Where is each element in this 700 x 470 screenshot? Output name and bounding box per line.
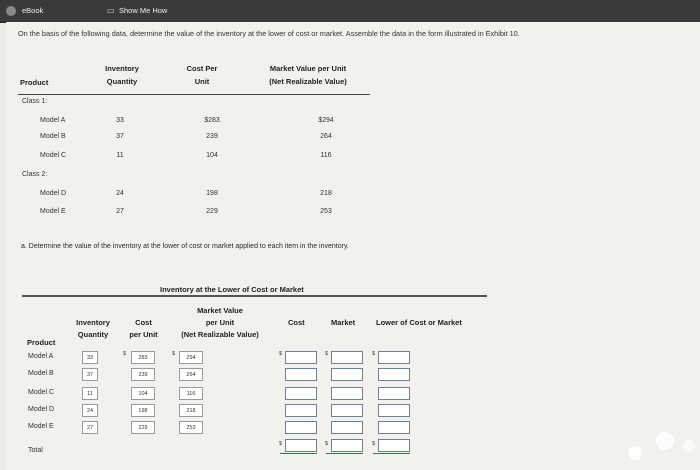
total-market-underline bbox=[326, 453, 363, 454]
part-a-market-line1: Market Value bbox=[197, 306, 243, 315]
given-row-qty: 27 bbox=[116, 208, 124, 215]
header-rule bbox=[18, 94, 370, 95]
part-a-cost-dollar: $ bbox=[123, 351, 127, 357]
part-a-market-input[interactable] bbox=[331, 421, 363, 434]
given-row-market: 253 bbox=[320, 208, 332, 215]
part-a-row-qty: 37 bbox=[82, 368, 98, 381]
part-a-row-cost: 229 bbox=[131, 421, 155, 434]
app-icon bbox=[6, 6, 16, 16]
total-cost-dollar: $ bbox=[279, 441, 283, 447]
part-a-row-market: 294 bbox=[179, 351, 203, 364]
part-a-header-lcm-col: Lower of Cost or Market bbox=[376, 318, 462, 327]
part-a-market-line2: per Unit bbox=[205, 318, 235, 327]
part-a-lcm-input[interactable] bbox=[378, 404, 410, 417]
part-a-header-market-value bbox=[168, 306, 272, 339]
part-a-prompt: a. Determine the value of the inventory at the lower of cost or market applied to each item in the inventory. bbox=[21, 243, 349, 250]
class2-label: Class 2: bbox=[22, 171, 48, 178]
part-a-market-line3: (Net Realizable Value) bbox=[181, 330, 259, 339]
class1-label: Class 1: bbox=[22, 98, 48, 105]
part-a-row-model: Model E bbox=[28, 423, 54, 430]
total-market-input[interactable] bbox=[331, 439, 363, 452]
given-row-qty: 11 bbox=[116, 152, 124, 159]
top-bar bbox=[0, 0, 700, 23]
part-a-row-qty: 33 bbox=[82, 351, 98, 364]
given-row-market: 264 bbox=[320, 133, 332, 140]
part-a-lcm-input[interactable] bbox=[378, 387, 410, 400]
col-header-inventory-line1: Inventory bbox=[105, 64, 139, 73]
col-header-cost-line2: Unit bbox=[194, 77, 210, 86]
total-lcm-input[interactable] bbox=[378, 439, 410, 452]
part-a-cost-input[interactable] bbox=[285, 351, 317, 364]
given-row-model: Model E bbox=[40, 208, 66, 215]
given-row-cost: 229 bbox=[206, 208, 218, 215]
given-row-market: 218 bbox=[320, 190, 332, 197]
given-row-market: 116 bbox=[320, 152, 332, 159]
given-row-market: $294 bbox=[318, 117, 334, 124]
glare-spot bbox=[683, 440, 695, 452]
part-a-header-inventory bbox=[68, 318, 118, 339]
given-row-model: Model A bbox=[40, 117, 66, 124]
part-a-row-cost: 283 bbox=[131, 351, 155, 364]
col-header-market-line1: Market Value per Unit bbox=[269, 64, 347, 73]
part-a-title: Inventory at the Lower of Cost or Market bbox=[160, 285, 304, 294]
given-row-cost: 239 bbox=[206, 133, 218, 140]
part-a-row-model: Model C bbox=[28, 389, 55, 396]
col-header-inventory bbox=[97, 64, 147, 86]
part-a-row-qty: 11 bbox=[82, 387, 98, 400]
glare-spot bbox=[628, 446, 642, 460]
given-row-cost: $283 bbox=[204, 117, 220, 124]
total-cost-underline bbox=[280, 453, 317, 454]
col-header-market-line2: (Net Realizable Value) bbox=[269, 77, 347, 86]
part-a-row-market: 264 bbox=[179, 368, 203, 381]
part-a-top-rule bbox=[22, 295, 487, 297]
col-header-market-value bbox=[252, 64, 364, 86]
total-lcm-dollar: $ bbox=[372, 441, 376, 447]
part-a-cost-line1: Cost bbox=[135, 318, 152, 327]
part-a-row-market: 218 bbox=[179, 404, 203, 417]
total-cost-input[interactable] bbox=[285, 439, 317, 452]
part-a-row-cost: 198 bbox=[131, 404, 155, 417]
total-label: Total bbox=[28, 447, 43, 454]
part-a-row-qty: 27 bbox=[82, 421, 98, 434]
part-a-lcm-input[interactable] bbox=[378, 351, 410, 364]
part-a-header-market-col: Market bbox=[331, 318, 356, 327]
part-a-market-input[interactable] bbox=[331, 368, 363, 381]
given-row-cost: 104 bbox=[206, 152, 218, 159]
row-market-dollar: $ bbox=[325, 351, 329, 357]
given-row-cost: 198 bbox=[206, 190, 218, 197]
part-a-header-product: Product bbox=[27, 338, 56, 347]
col-header-cost-per-unit bbox=[177, 64, 227, 86]
part-a-row-market: 253 bbox=[179, 421, 203, 434]
part-a-row-model: Model A bbox=[28, 353, 54, 360]
glare-spot bbox=[656, 432, 674, 450]
part-a-inventory-line2: Quantity bbox=[77, 330, 109, 339]
part-a-row-cost: 239 bbox=[131, 368, 155, 381]
part-a-row-model: Model D bbox=[28, 406, 55, 413]
given-row-qty: 37 bbox=[116, 133, 124, 140]
part-a-market-input[interactable] bbox=[331, 404, 363, 417]
given-row-model: Model C bbox=[40, 152, 67, 159]
part-a-row-market: 116 bbox=[179, 387, 203, 400]
part-a-market-input[interactable] bbox=[331, 351, 363, 364]
part-a-cost-line2: per Unit bbox=[129, 330, 158, 339]
tab-show-me-how[interactable]: Show Me How bbox=[119, 6, 168, 15]
question-intro: On the basis of the following data, determine the value of the inventory at the lower of cost or market. Assemble the data in the form illustrated in Exhibit 10. bbox=[18, 29, 520, 38]
given-row-qty: 24 bbox=[116, 190, 124, 197]
part-a-row-cost: 104 bbox=[131, 387, 155, 400]
total-lcm-underline bbox=[373, 453, 410, 454]
part-a-row-model: Model B bbox=[28, 370, 54, 377]
given-row-model: Model D bbox=[40, 190, 67, 197]
part-a-cost-input[interactable] bbox=[285, 387, 317, 400]
given-row-qty: 33 bbox=[116, 117, 124, 124]
part-a-row-qty: 24 bbox=[82, 404, 98, 417]
part-a-header-cost-col: Cost bbox=[288, 318, 305, 327]
part-a-market-input[interactable] bbox=[331, 387, 363, 400]
row-cost-dollar: $ bbox=[279, 351, 283, 357]
row-lcm-dollar: $ bbox=[372, 351, 376, 357]
col-header-inventory-line2: Quantity bbox=[106, 77, 138, 86]
part-a-market-dollar: $ bbox=[172, 351, 176, 357]
total-market-dollar: $ bbox=[325, 441, 329, 447]
part-a-cost-input[interactable] bbox=[285, 421, 317, 434]
show-me-how-icon: ▭ bbox=[107, 6, 115, 15]
given-row-model: Model B bbox=[40, 133, 66, 140]
part-a-lcm-input[interactable] bbox=[378, 421, 410, 434]
col-header-product: Product bbox=[20, 78, 49, 87]
part-a-cost-input[interactable] bbox=[285, 404, 317, 417]
tab-ebook[interactable]: eBook bbox=[22, 6, 44, 15]
col-header-cost-line1: Cost Per bbox=[186, 64, 218, 73]
part-a-inventory-line1: Inventory bbox=[76, 318, 110, 327]
part-a-cost-input[interactable] bbox=[285, 368, 317, 381]
part-a-header-cost bbox=[121, 318, 166, 339]
part-a-lcm-input[interactable] bbox=[378, 368, 410, 381]
